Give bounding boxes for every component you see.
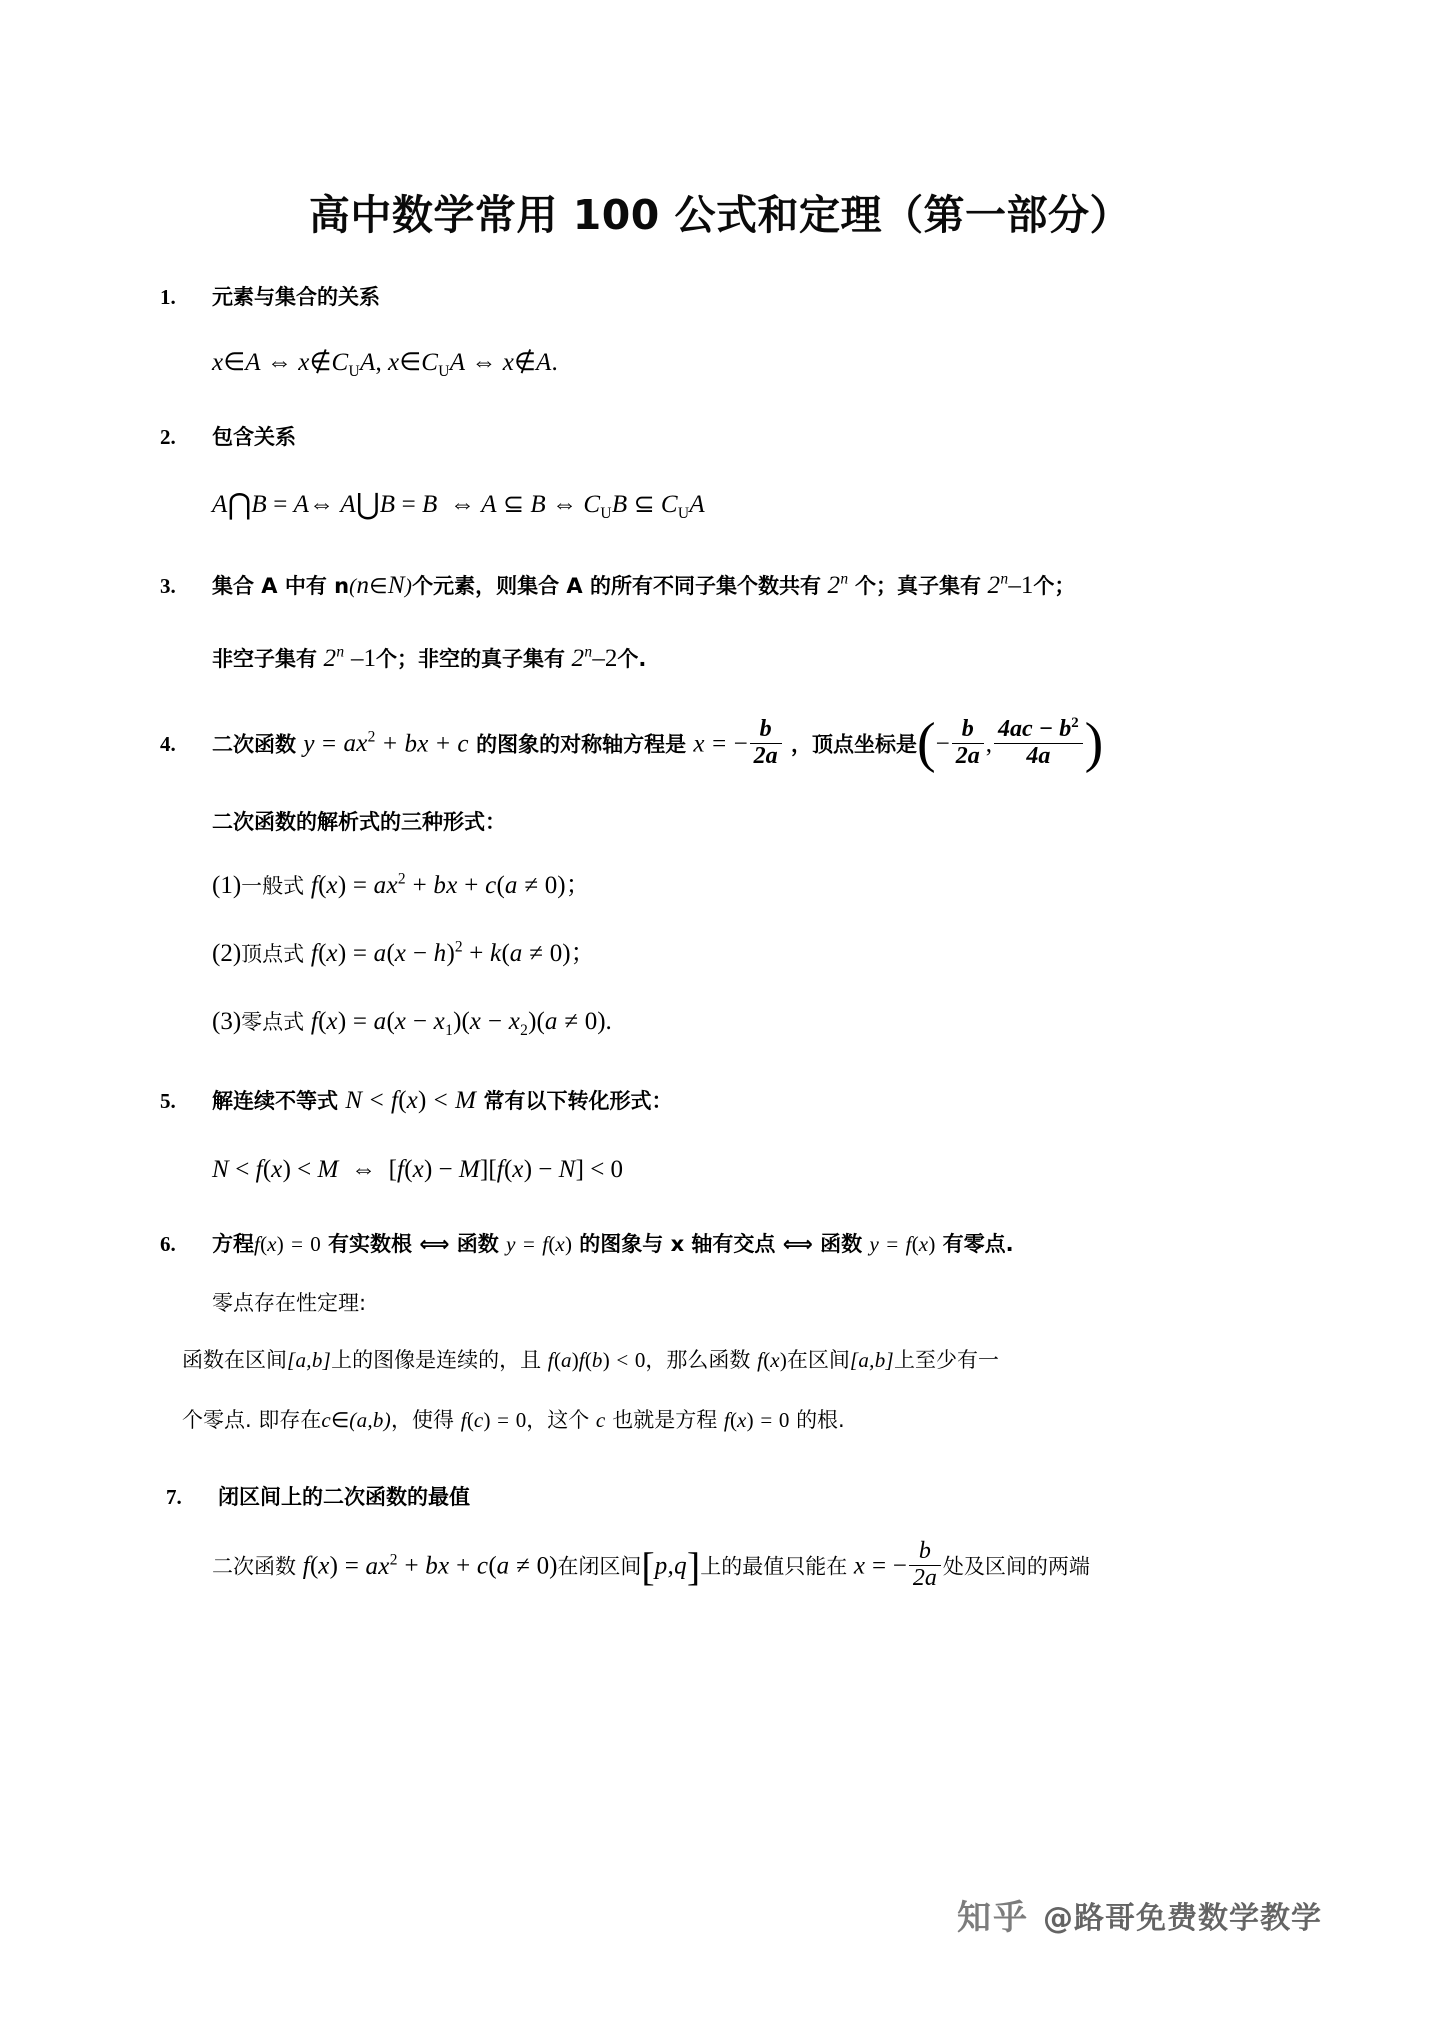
item-7-heading: 闭区间上的二次函数的最值: [218, 1484, 470, 1509]
item-5-heading-row: [160, 1082, 1290, 1121]
formula-item-3: [160, 567, 1290, 679]
item-4-form-2: (2)顶点式 $f(x) = a(x - h)^2 + k(a \ne 0)$；: [212, 938, 596, 968]
item-1-heading-row: [160, 281, 1290, 314]
item-1-number: 1.: [160, 285, 176, 310]
item-2-formula: A⋂B = A⇔ A⋃B = B ⇔ A ⊆ B ⇔ $C_UB$ ⊆ $C_UA$: [212, 488, 705, 522]
item-4-form-3-label: 零点式: [241, 1010, 305, 1035]
item-2-number: 2.: [160, 425, 176, 450]
item-3-line1: 集合 A 中有 n(n∈N)个元素，则集合 A 的所有不同子集个数共有 2$^n$ 个；真子集有 2$^n$–1个；: [212, 571, 1076, 600]
item-4-subheading: 二次函数的解析式的三种形式：: [212, 809, 506, 834]
item-2-heading: 包含关系: [212, 425, 296, 450]
item-7-text-4: 处及区间的两端: [942, 1554, 1090, 1579]
item-6-text-4: 有零点.: [942, 1232, 1014, 1257]
watermark-handle: @路哥免费数学教学: [1043, 1900, 1322, 1936]
item-4-line1: 二次函数 $y = ax^2$ + bx + c 的图象的对称轴方程是 x = − $\frac{b}{2a}$ ，顶点坐标是(− $\frac{b}{2a}$ , $\frac{4ac - b^2}{4a}$ ): [212, 712, 1104, 775]
item-4-text-3: ，顶点坐标是: [790, 732, 917, 757]
formula-item-2: [160, 421, 1290, 527]
item-6-body-t6: 个零点. 即存在: [182, 1407, 322, 1432]
item-6-subtitle: 零点存在性定理:: [212, 1291, 367, 1315]
item-3-text-2: 个元素，则集合 A 的所有不同子集个数共有: [412, 574, 821, 599]
item-6-body-t7: ，使得: [391, 1407, 455, 1432]
page-title-main: 高中数学常用 100 公式和定理: [308, 191, 883, 239]
item-6-text-2: 有实数根 ⟺ 函数: [328, 1232, 499, 1257]
item-6-body-t10: 的根.: [796, 1407, 845, 1432]
page-title: [0, 0, 1440, 241]
item-2-heading-row: [160, 421, 1290, 454]
item-6-body-t8: ，这个: [526, 1407, 590, 1432]
formula-item-4: [160, 712, 1290, 1042]
item-4-form-1-label: 一般式: [241, 874, 305, 899]
item-4-form-2-label: 顶点式: [241, 942, 305, 967]
item-6-heading: 方程f(x) = 0 有实数根 ⟺ 函数 y = f(x) 的图象与 x 轴有交点 ⟺ 函数 y = f(x) 有零点.: [212, 1232, 1014, 1257]
item-4-number: 4.: [160, 732, 176, 757]
formula-item-7: [160, 1481, 1290, 1594]
item-3-text-1: 集合 A 中有 n: [212, 574, 350, 599]
item-3-heading-row: [160, 567, 1290, 606]
item-6-number: 6.: [160, 1232, 176, 1257]
page-title-suffix: （第一部分）: [882, 191, 1132, 239]
item-3-text-3: 个；真子集有: [854, 574, 981, 599]
formula-item-5: [160, 1082, 1290, 1188]
item-6-body-t1: 函数在区间: [182, 1347, 287, 1372]
item-5-text-2: 常有以下转化形式：: [483, 1089, 673, 1114]
item-5-formula: N < f(x) < M ⇔ [f(x) − M][f(x) − N] < 0: [212, 1155, 624, 1183]
document-body: [0, 281, 1440, 1594]
item-6-body-t2: 上的图像是连续的，且: [331, 1347, 542, 1372]
item-6-text-1: 方程: [212, 1232, 254, 1257]
item-4-form-3: (3)零点式 $f(x) = a(x - x_1)(x - x_2)(a \ne 0)$.: [212, 1008, 612, 1040]
item-7-number: 7.: [166, 1484, 182, 1509]
item-6-body-t9: 也就是方程: [612, 1407, 718, 1432]
item-7-heading-row: [160, 1481, 1290, 1514]
item-6-body-t4: 在区间: [786, 1347, 850, 1372]
item-3-text-4: 个；: [1033, 574, 1076, 599]
formula-item-6: [160, 1228, 1290, 1440]
zhihu-logo: 知乎: [957, 1898, 1029, 1938]
item-4-heading-row: [160, 712, 1290, 775]
item-4-text-2: 的图象的对称轴方程是: [476, 732, 687, 757]
item-6-body-t3: ，那么函数: [645, 1347, 751, 1372]
item-7-body: 二次函数 $f(x) = ax^2$ + bx + c(a ≠ 0)在闭区间[p,q]上的最值只能在 x = − $\frac{b}{2a}$ 处及区间的两端: [212, 1538, 1090, 1592]
item-6-body-line1: 函数在区间[a,b]上的图像是连续的，且 f(a)f(b) < 0，那么函数 f(x)在区间[a,b]上至少有一: [182, 1347, 999, 1372]
item-3-line2-text-2: 个；非空的真子集有: [375, 647, 565, 672]
item-3-line2-text-3: 个.: [617, 647, 647, 672]
item-4-form-1: (1)一般式 $f(x) = ax^2$ + bx + c(a ≠ 0)；: [212, 870, 591, 900]
item-7-text-3: 上的最值只能在: [700, 1554, 848, 1579]
watermark: [957, 1890, 1322, 1939]
item-1-formula: x∈A ⇔ $x\notin C_UA$, $x\in C_UA$ ⇔ x∉A.: [212, 348, 558, 380]
item-6-text-3: 的图象与 x 轴有交点 ⟺ 函数: [579, 1232, 863, 1257]
item-5-number: 5.: [160, 1089, 176, 1114]
item-1-heading: 元素与集合的关系: [212, 285, 380, 310]
item-6-heading-row: [160, 1228, 1290, 1261]
item-7-text-2: 在闭区间: [557, 1554, 642, 1579]
item-6-body-t5: 上至少有一: [893, 1347, 999, 1372]
item-4-text-1: 二次函数: [212, 732, 296, 757]
item-5-heading: 解连续不等式 N < f(x) < M 常有以下转化形式：: [212, 1087, 673, 1115]
item-6-body-line2: 个零点. 即存在c∈(a,b)，使得 f(c) = 0，这个 c 也就是方程 f(x) = 0 的根.: [182, 1407, 845, 1432]
formula-item-1: [160, 281, 1290, 381]
item-3-line2: 非空子集有 2$^n$ –1个；非空的真子集有 2$^n$–2个.: [212, 643, 647, 673]
item-5-text-1: 解连续不等式: [212, 1089, 338, 1114]
item-7-text-1: 二次函数: [212, 1554, 296, 1579]
item-3-line2-text-1: 非空子集有: [212, 647, 317, 672]
item-3-number: 3.: [160, 574, 176, 599]
